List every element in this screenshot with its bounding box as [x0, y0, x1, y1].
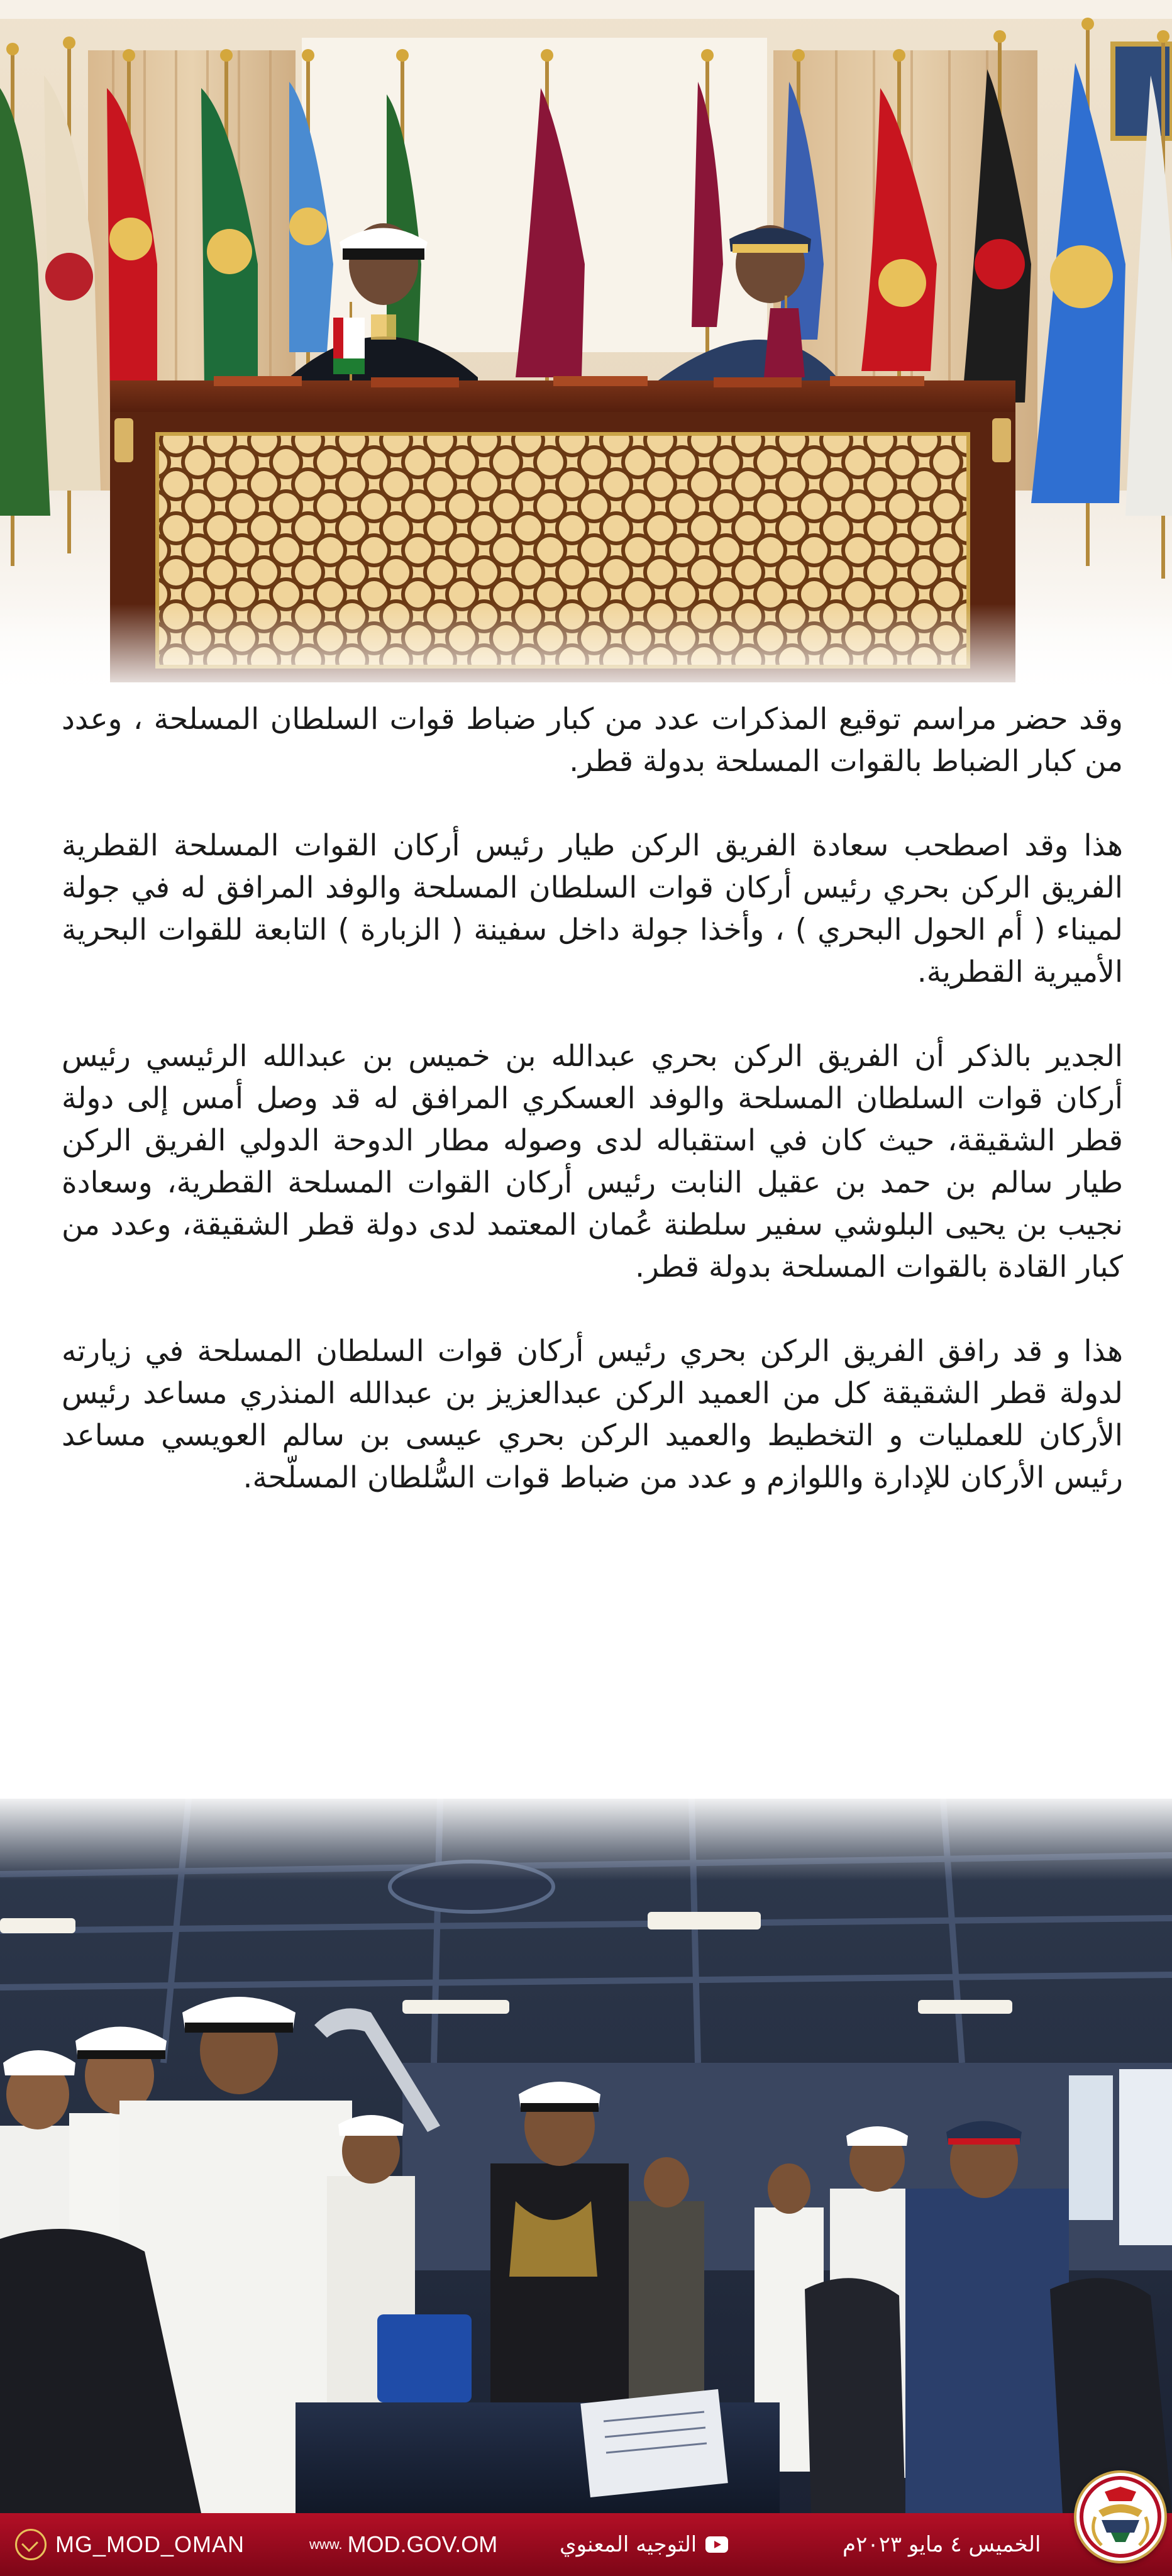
publication-date-text: الخميس ٤ مايو ٢٠٢٣م [843, 2532, 1041, 2557]
social-handle-text: MG_MOD_OMAN [55, 2531, 245, 2557]
social-handle[interactable] [15, 2513, 245, 2576]
youtube-channel-name: التوجيه المعنوي [560, 2532, 697, 2557]
website-prefix: www. [309, 2536, 343, 2552]
article-paragraph-3: الجدير بالذكر أن الفريق الركن بحري عبدالله بن خميس بن عبدالله الرئيسي رئيس أركان قوات السلطان المسلحة والوفد العسكري المرافق له قد وصل أمس إلى دولة قطر الشقيقة، حيث كان في استقباله لدى وصوله مطار الدوحة الدولي الفريق الركن طيار سالم بن حمد بن عقيل النابت رئيس أركان القوات المسلحة القطرية، وسعادة نجيب بن يحيى البلوشي سفير سلطنة عُمان المعتمد لدى دولة قطر الشقيقة، وعدد من كبار القادة بالقوات المسلحة بدولة قطر. [62, 1039, 1123, 1284]
website-link[interactable] [309, 2513, 497, 2576]
article-paragraph-2: هذا وقد اصطحب سعادة الفريق الركن طيار رئيس أركان القوات المسلحة القطرية الفريق الركن بحري رئيس أركان قوات السلطان المسلحة والوفد المرافق له في جولة لميناء ( أم الحول البحري ) ، وأخذا جولة داخل سفينة ( الزبارة ) التابعة للقوات البحرية الأميرية القطرية. [62, 828, 1123, 989]
publication-date [843, 2513, 1041, 2576]
signing-ceremony-photo [0, 0, 1172, 698]
article-paragraph-1: وقد حضر مراسم توقيع المذكرات عدد من كبار ضباط قوات السلطان المسلحة ، وعدد من كبار الضباط بالقوات المسلحة بدولة قطر. [62, 702, 1123, 779]
footer-bar [0, 2513, 1172, 2576]
social-handle-icon [15, 2529, 47, 2560]
youtube-icon [705, 2536, 728, 2553]
mod-emblem [1074, 2470, 1167, 2563]
website-domain: MOD.GOV.OM [347, 2531, 498, 2557]
youtube-channel[interactable] [560, 2513, 728, 2576]
article-body [62, 698, 1123, 1499]
ship-bridge-photo [0, 1799, 1172, 2513]
article-paragraph-4: هذا و قد رافق الفريق الركن بحري رئيس أركان قوات السلطان المسلحة في زيارته لدولة قطر الشقيقة كل من العميد الركن عبدالعزيز بن عبدالله المنذري مساعد رئيس الأركان للعمليات و التخطيط والعميد الركن بحري عيسى بن سالم العويسي مساعد رئيس الأركان للإدارة واللوازم و عدد من ضباط قوات السُّلطان المسلّحة. [62, 1334, 1123, 1495]
